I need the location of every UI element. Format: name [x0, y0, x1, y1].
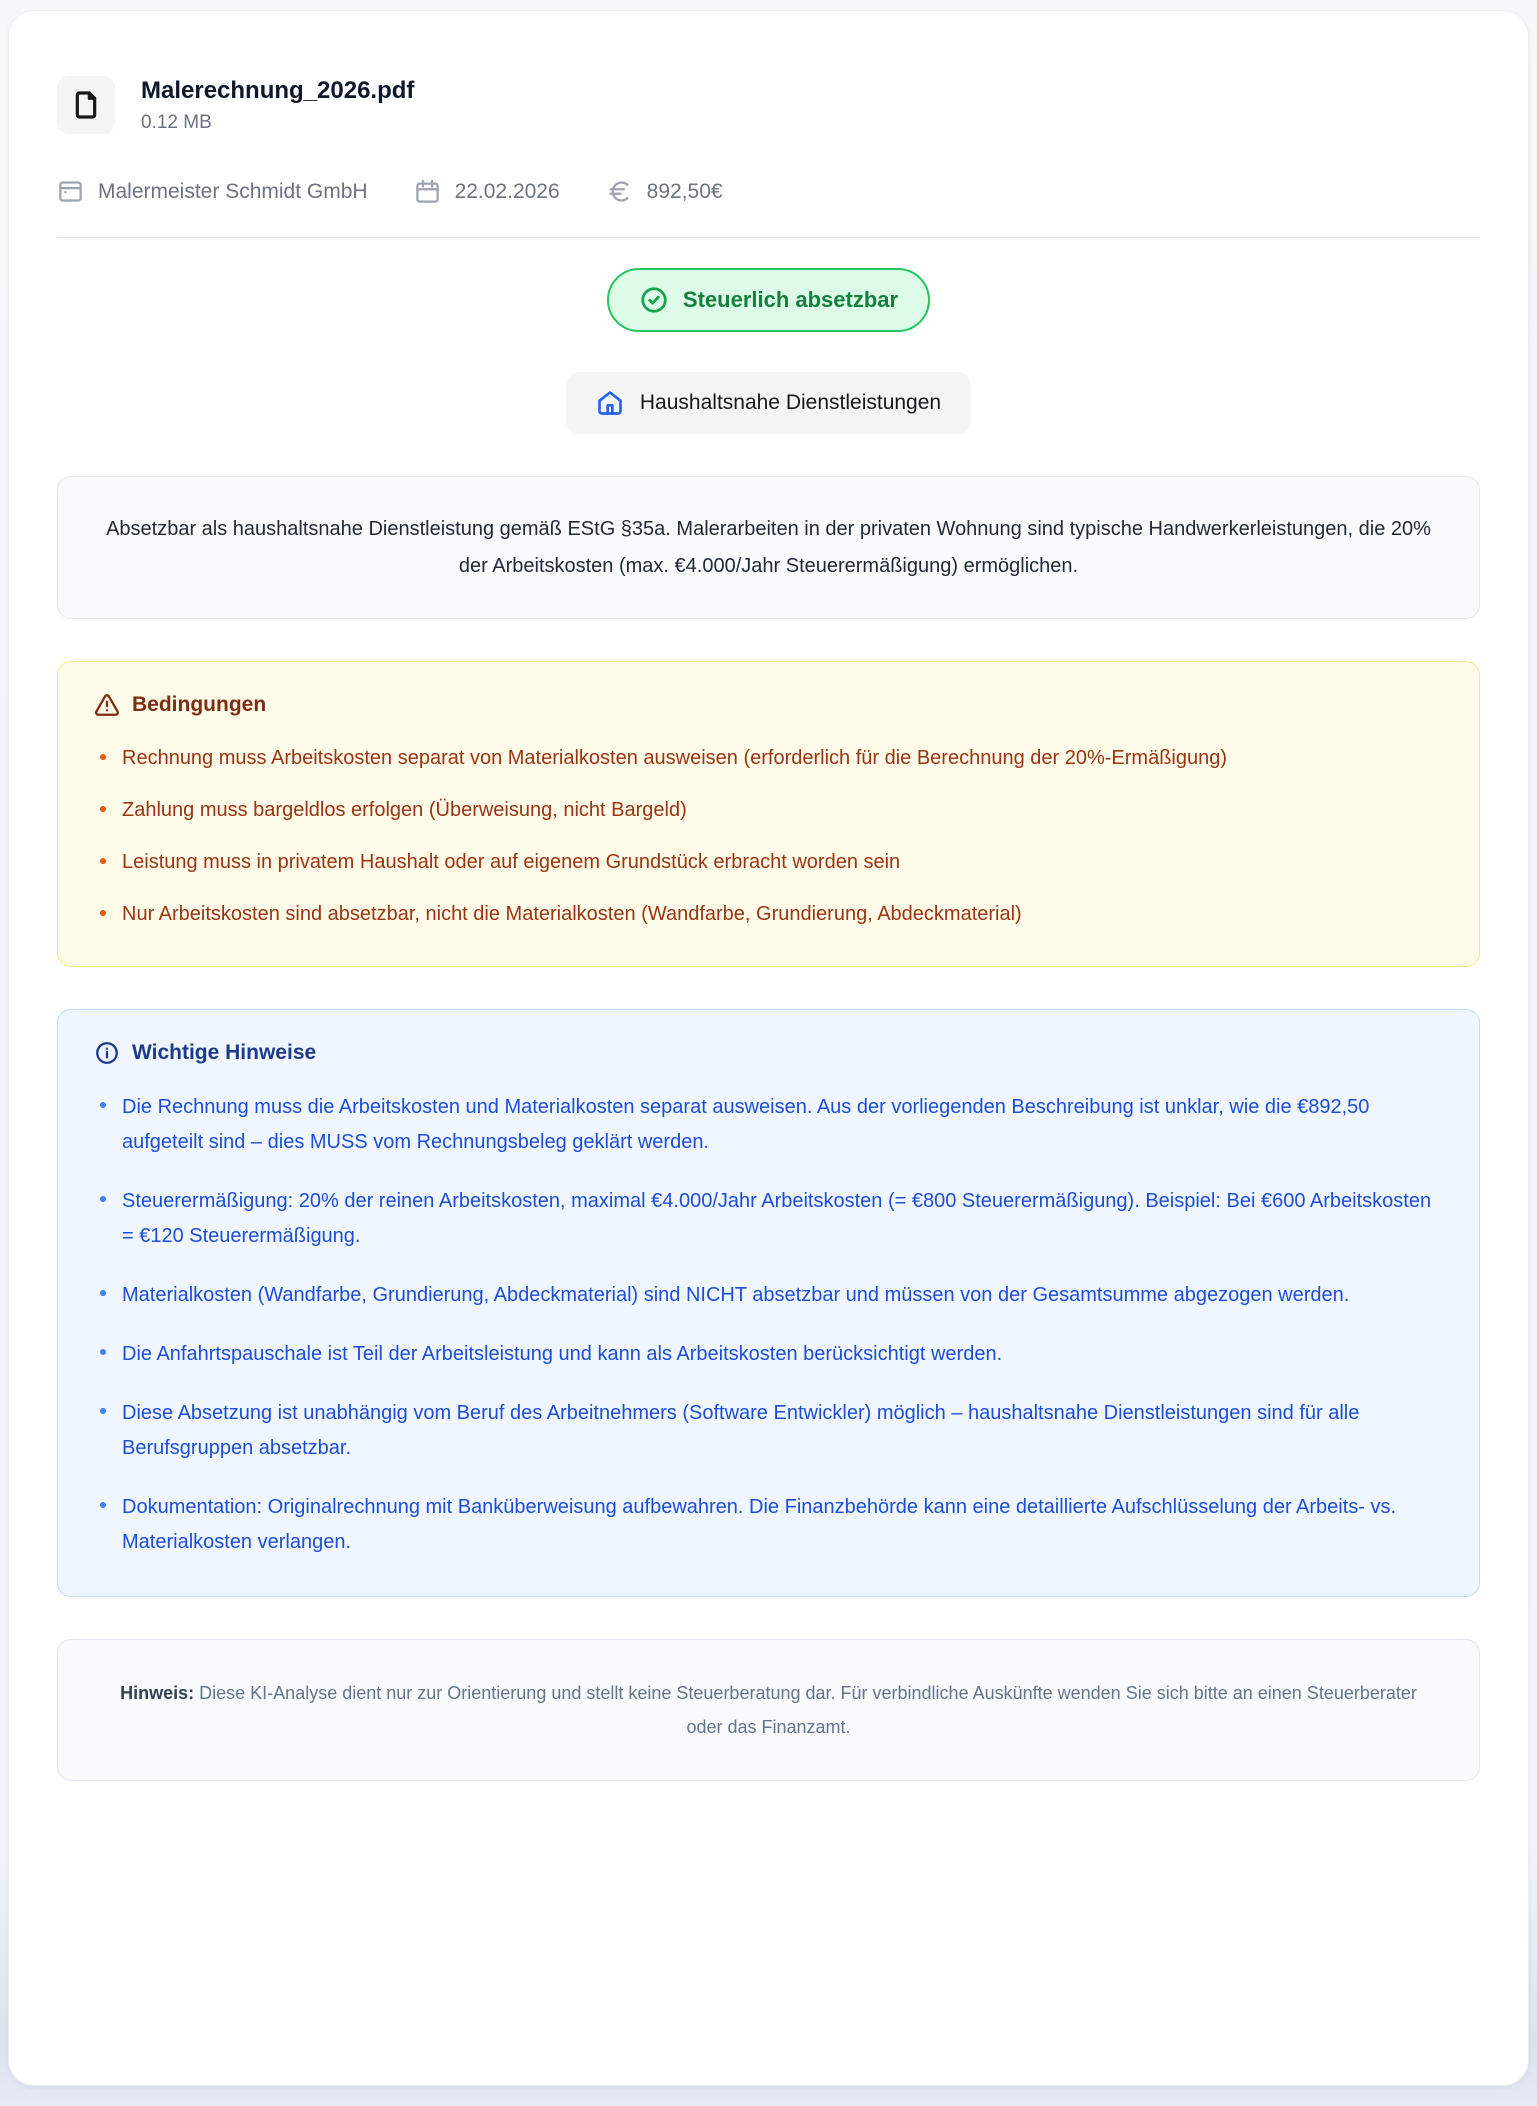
hint-item: Die Rechnung muss die Arbeitskosten und Materialkosten separat ausweisen. Aus der vorliegenden Beschreibung ist unklar, wie die €892,50 aufgeteilt sind – dies MUSS vom Rechnungsbeleg geklärt werden. [94, 1090, 1443, 1160]
file-name: Malerechnung_2026.pdf [141, 77, 415, 104]
file-size: 0.12 MB [141, 112, 212, 134]
hints-heading [94, 1040, 1443, 1066]
disclaimer-label: Hinweis: [120, 1682, 195, 1703]
condition-item: Zahlung muss bargeldlos erfolgen (Überweisung, nicht Bargeld) [94, 794, 1443, 826]
check-circle-icon [639, 285, 669, 315]
vendor-meta [57, 178, 368, 205]
disclaimer-text: Diese KI-Analyse dient nur zur Orientierung und stellt keine Steuerberatung dar. Für verbindliche Auskünfte wenden Sie sich bitte an einen Steuerberater oder das Finanzamt. [199, 1682, 1417, 1738]
condition-item: Rechnung muss Arbeitskosten separat von Materialkosten ausweisen (erforderlich für die Berechnung der 20%-Ermäßigung) [94, 742, 1443, 774]
amount-meta [606, 178, 723, 205]
hints-section [57, 1009, 1480, 1597]
hint-item: Materialkosten (Wandfarbe, Grundierung, Abdeckmaterial) sind NICHT absetzbar und müssen von der Gesamtsumme abgezogen werden. [94, 1278, 1443, 1313]
file-info [141, 75, 414, 134]
conditions-list [94, 742, 1443, 930]
analysis-summary: Absetzbar als haushaltsnahe Dienstleistung gemäß EStG §35a. Malerarbeiten in der privaten Wohnung sind typische Handwerkerleistungen, die 20% der Arbeitskosten (max. €4.000/Jahr Steuerermäßigung) ermöglichen. [57, 476, 1480, 619]
invoice-meta [57, 178, 1480, 205]
invoice-amount: 892,50€ [646, 179, 723, 203]
file-header [57, 75, 1480, 134]
hint-item: Diese Absetzung ist unabhängig vom Beruf des Arbeitnehmers (Software Entwickler) möglich – haushaltsnahe Dienstleistungen sind für alle Berufsgruppen absetzbar. [94, 1396, 1443, 1466]
hint-item: Dokumentation: Originalrechnung mit Banküberweisung aufbewahren. Die Finanzbehörde kann eine detaillierte Aufschlüsselung der Arbeits- vs. Materialkosten verlangen. [94, 1490, 1443, 1560]
analysis-card [8, 10, 1529, 2086]
conditions-title: Bedingungen [132, 692, 267, 716]
vendor-icon [57, 178, 84, 205]
warning-triangle-icon [94, 692, 120, 718]
condition-item: Nur Arbeitskosten sind absetzbar, nicht die Materialkosten (Wandfarbe, Grundierung, Abdeckmaterial) [94, 898, 1443, 930]
deductible-status-label: Steuerlich absetzbar [682, 287, 899, 313]
category-badge [566, 372, 971, 434]
hints-list [94, 1090, 1443, 1560]
hint-item: Die Anfahrtspauschale ist Teil der Arbeitsleistung und kann als Arbeitskosten berücksichtigt werden. [94, 1337, 1443, 1372]
deductible-status-badge [607, 268, 930, 332]
euro-icon [606, 178, 633, 205]
condition-item: Leistung muss in privatem Haushalt oder auf eigenem Grundstück erbracht worden sein [94, 846, 1443, 878]
conditions-section [57, 661, 1480, 967]
invoice-date: 22.02.2026 [454, 179, 560, 203]
category-label: Haushaltsnahe Dienstleistungen [639, 391, 942, 415]
file-icon-box [57, 76, 115, 134]
hints-title: Wichtige Hinweise [132, 1040, 317, 1064]
info-circle-icon [94, 1040, 120, 1066]
conditions-heading [94, 692, 1443, 718]
vendor-name: Malermeister Schmidt GmbH [98, 179, 368, 203]
hint-item: Steuerermäßigung: 20% der reinen Arbeitskosten, maximal €4.000/Jahr Arbeitskosten (= €800 Steuerermäßigung). Beispiel: Bei €600 Arbeitskosten = €120 Steuerermäßigung. [94, 1184, 1443, 1254]
disclaimer-note [57, 1639, 1480, 1781]
document-icon [70, 89, 102, 121]
calendar-icon [414, 178, 441, 205]
date-meta [414, 178, 560, 205]
home-icon [596, 389, 624, 417]
